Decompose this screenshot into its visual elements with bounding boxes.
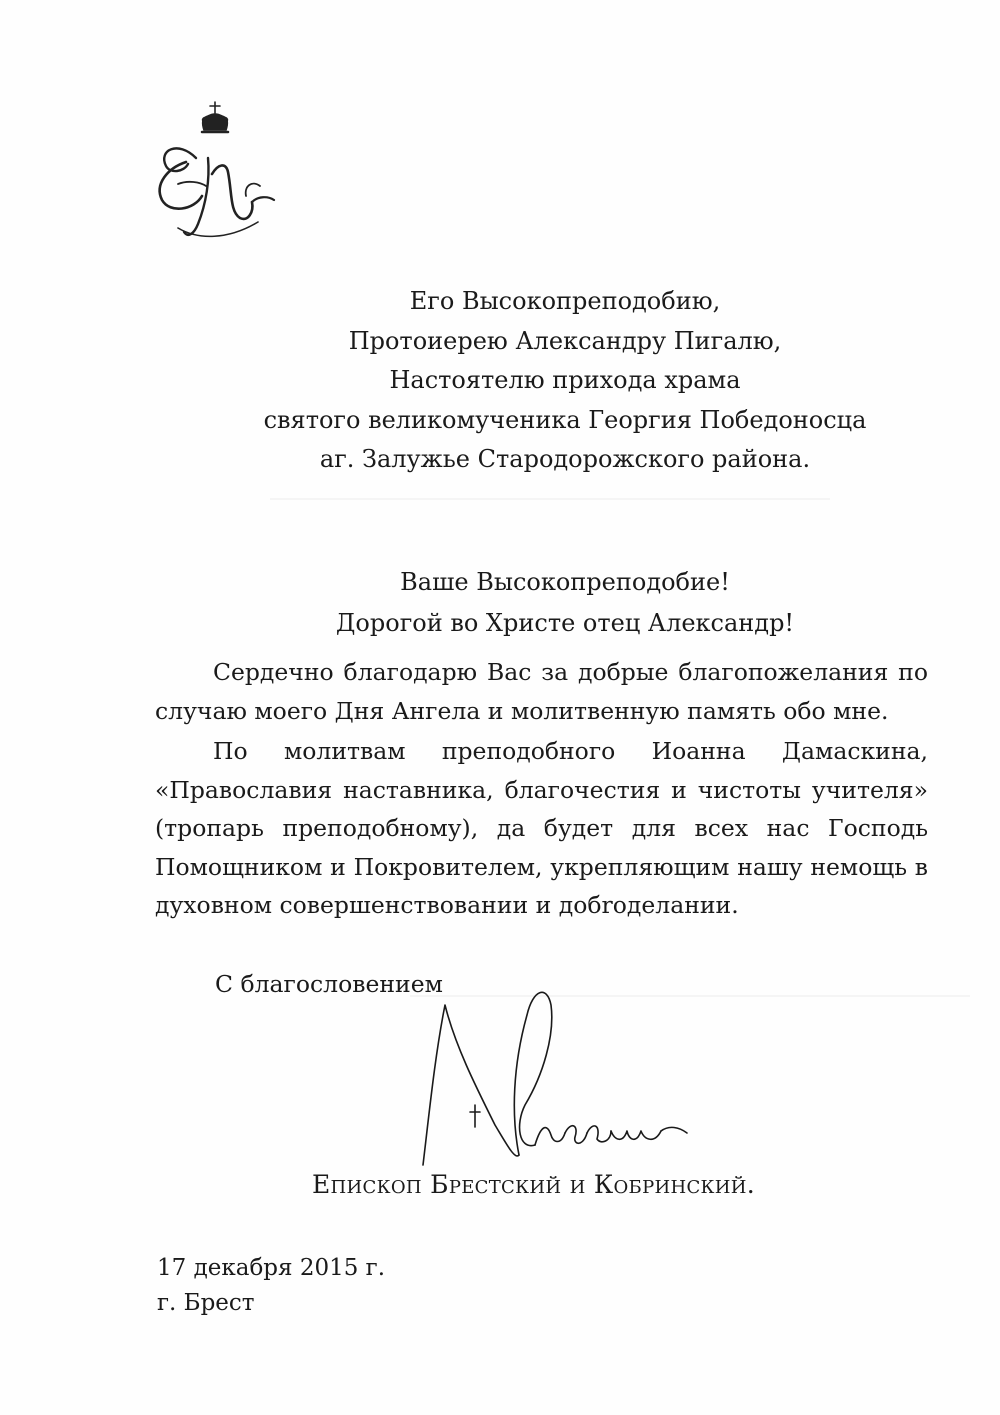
addressee-line: Его Высокопреподобию, bbox=[409, 287, 721, 315]
closing-text: С благословением bbox=[215, 970, 443, 998]
salutation-line: Ваше Высокопреподобие! bbox=[400, 568, 730, 596]
letter-date: 17 декабря 2015 г. bbox=[157, 1255, 386, 1281]
addressee-line: аг. Залужье Стародорожского района. bbox=[319, 445, 811, 473]
salutation-block bbox=[150, 562, 980, 644]
addressee-block bbox=[150, 282, 980, 480]
body-paragraph: Сердечно благодарю Вас за добрые благопожелания по случаю моего Дня Ангела и молитвенную память обо мне. bbox=[155, 658, 928, 725]
addressee-line: Настоятелю прихода храма bbox=[389, 366, 741, 394]
monogram-crown-icon bbox=[148, 100, 283, 250]
signer-title: Епископ Брестский и Кобринский. bbox=[312, 1170, 756, 1199]
addressee-line: Протоиерею Александру Пигалю, bbox=[348, 326, 782, 355]
scan-smudge bbox=[270, 498, 830, 500]
addressee-line: святого великомученика Георгия Победоносца bbox=[263, 405, 867, 434]
letter-city: г. Брест bbox=[157, 1290, 255, 1316]
salutation-line: Дорогой во Христе отец Александр! bbox=[335, 609, 795, 637]
body-paragraph: По молитвам преподобного Иоанна Дамаскина, «Православия наставника, благочестия и чистоты учителя» (тропарь преподобному), да будет для всех нас Господь Помощником и Покровителем, укрепляющим нашу немощь в духовном совершенствовании и добroделании. bbox=[155, 737, 928, 919]
signature-image bbox=[415, 975, 725, 1170]
